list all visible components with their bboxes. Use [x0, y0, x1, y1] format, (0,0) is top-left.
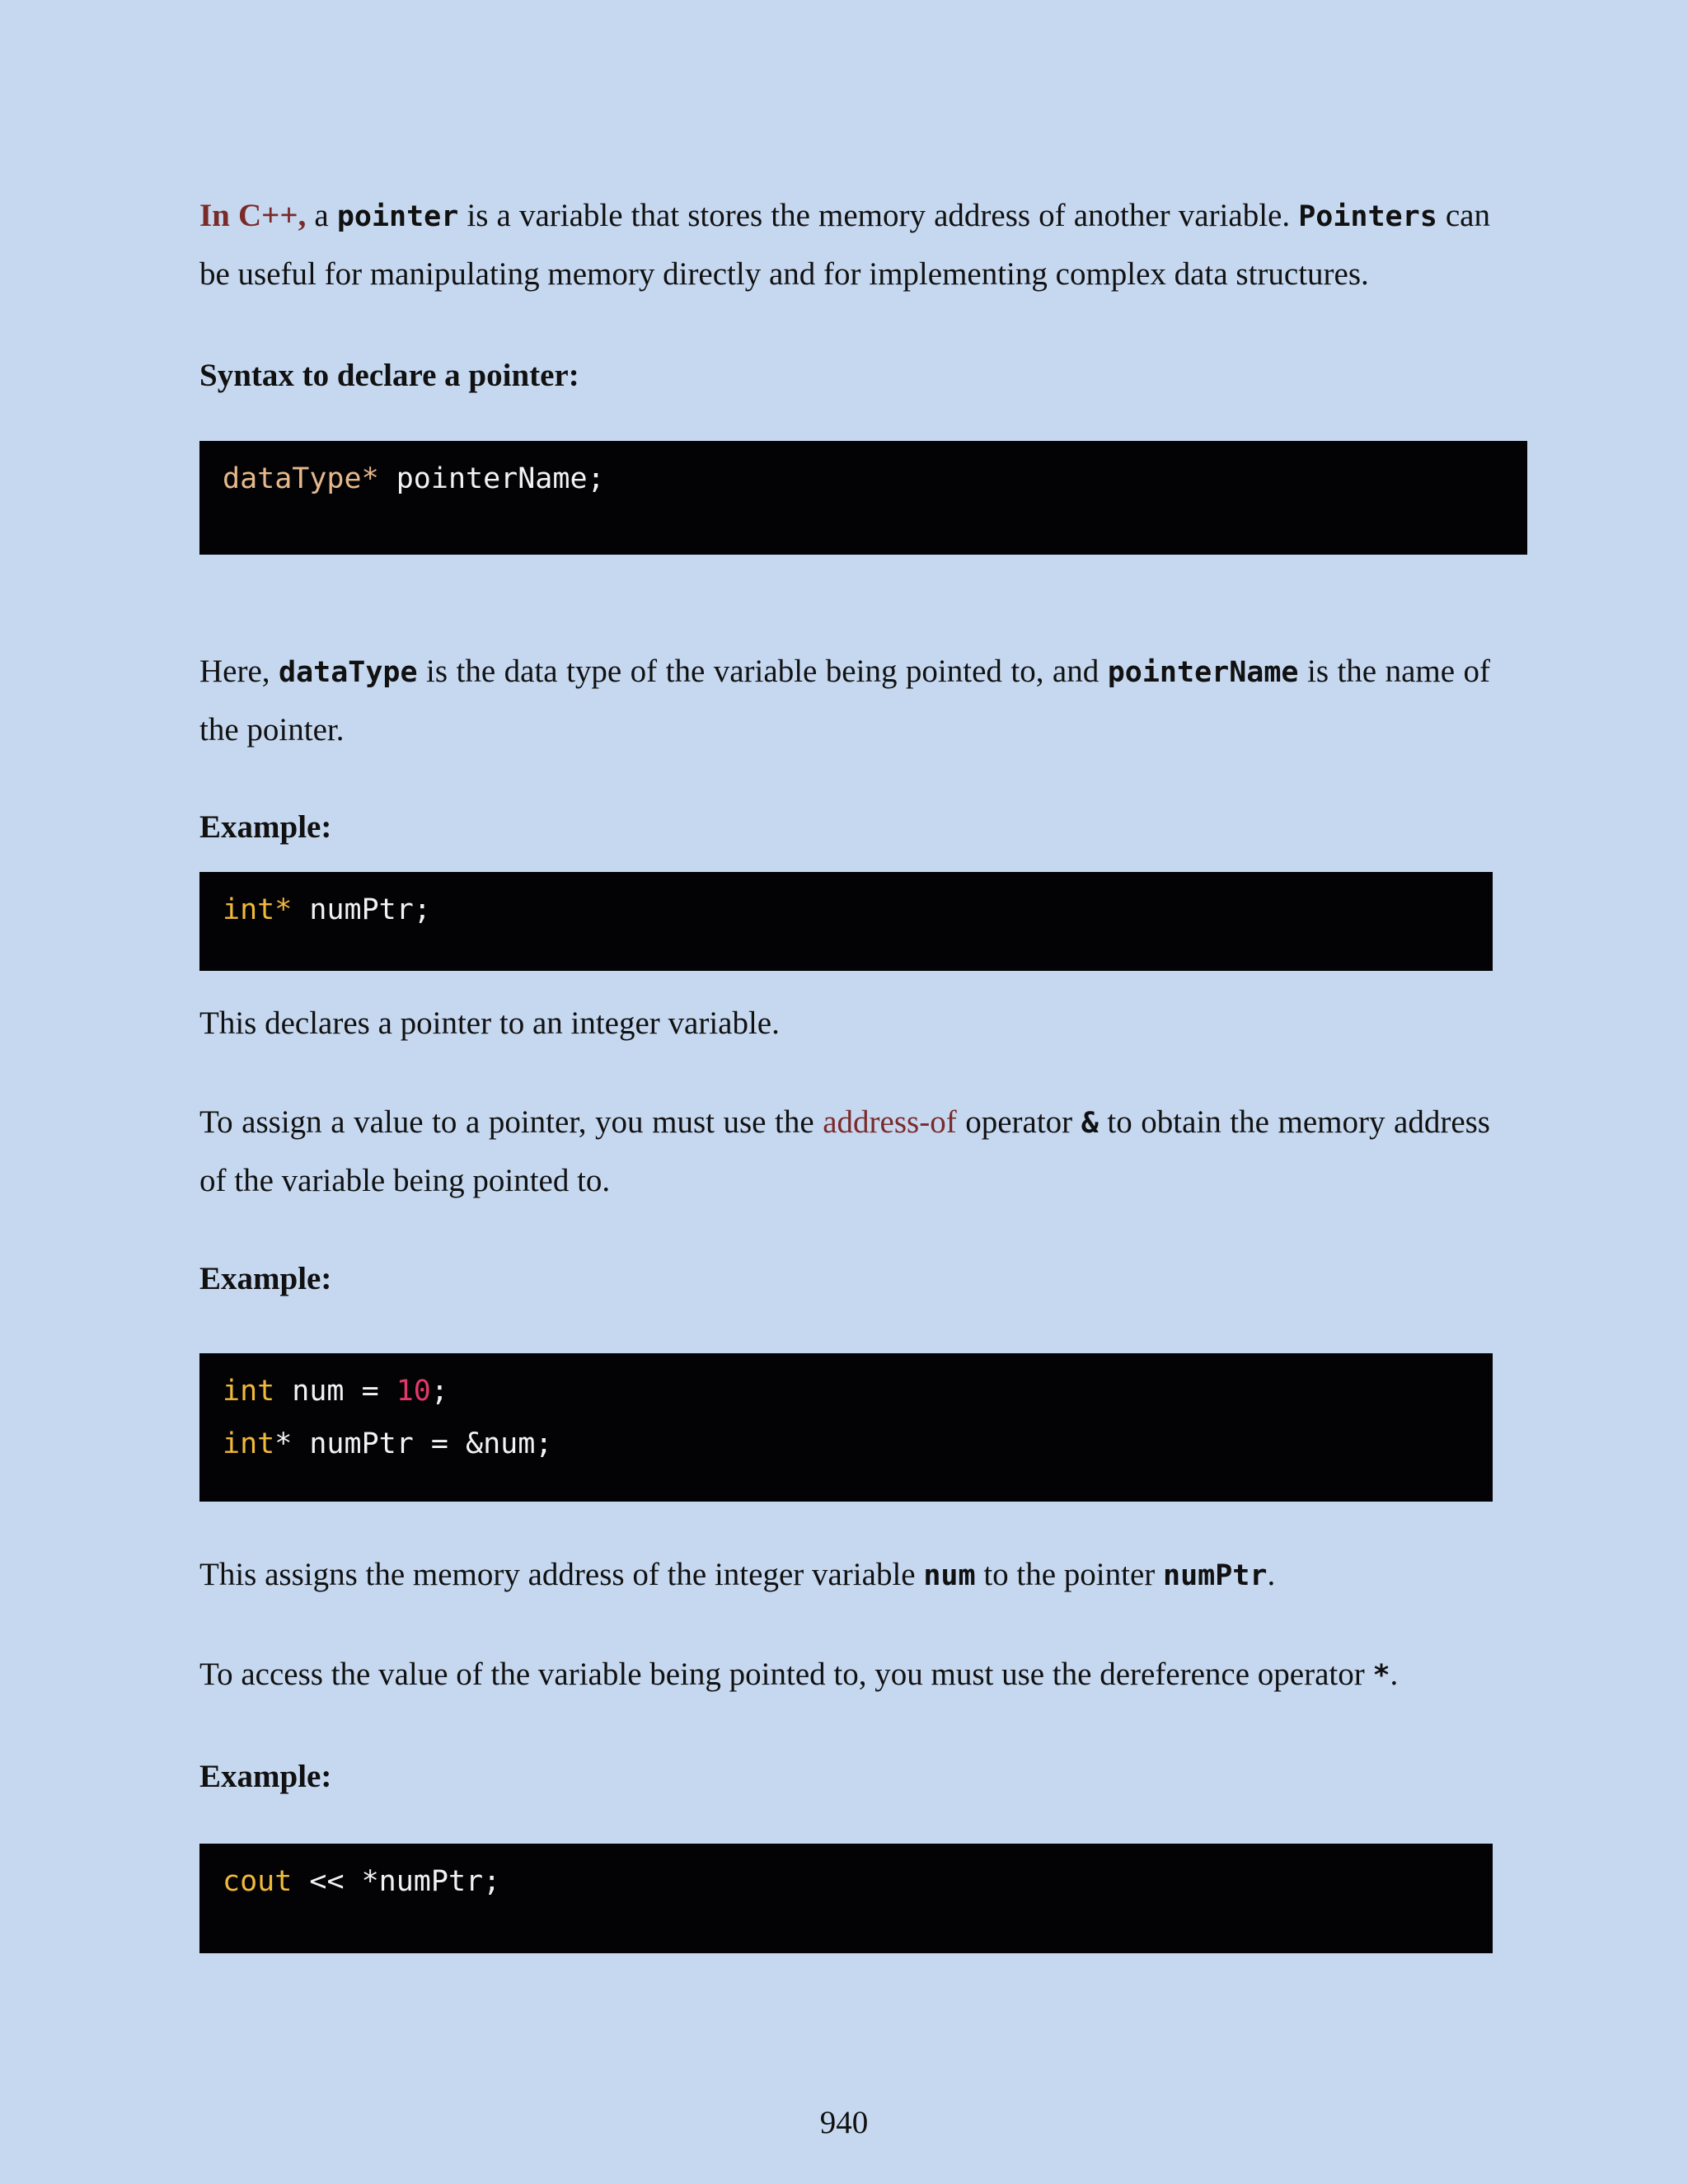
code-line-1: [223, 1365, 1470, 1418]
example-heading-1: Example:: [199, 809, 332, 845]
intro-text-1: a: [306, 198, 337, 233]
deref-text-2: .: [1390, 1657, 1399, 1692]
term-address-of: address-of: [823, 1104, 957, 1140]
code-token-rest: numPtr;: [292, 893, 431, 926]
term-ampersand: &: [1081, 1107, 1099, 1140]
deref-text-1: To access the value of the variable being pointed to, you must use the dereference operator: [199, 1657, 1373, 1692]
assign-text-2: operator: [956, 1104, 1081, 1140]
code-token-number: 10: [396, 1375, 431, 1408]
intro-lead: In C++,: [199, 198, 307, 233]
page-number: 940: [819, 2105, 869, 2140]
code-token-rest: * numPtr = &num;: [274, 1427, 553, 1460]
code-block-assignment: [199, 1353, 1493, 1502]
assign-note-text-2: to the pointer: [975, 1557, 1164, 1592]
example-heading-3: Example:: [199, 1759, 332, 1794]
explain-text-2: is the data type of the variable being pointed to, and: [417, 654, 1108, 689]
code-block-syntax: [199, 441, 1527, 555]
code-line-2: [223, 1418, 1470, 1470]
code-token-keyword: int*: [223, 893, 293, 926]
code-token-keyword: cout: [223, 1865, 293, 1898]
explain-text-3: is the name of the pointer.: [199, 654, 1490, 748]
code-token-type: dataType*: [223, 462, 379, 495]
code-token-keyword: int: [223, 1375, 275, 1408]
assign-text-3: to obtain the memory address of the variable being pointed to.: [199, 1104, 1490, 1198]
assign-note-text-1: This assigns the memory address of the integer variable: [199, 1557, 924, 1592]
declaration-note: This declares a pointer to an integer variable.: [199, 1005, 780, 1041]
intro-text-3: can be useful for manipulating memory directly and for implementing complex data structures.: [199, 198, 1490, 292]
assign-text-1: To assign a value to a pointer, you must use the: [199, 1104, 823, 1140]
term-pointers: Pointers: [1298, 200, 1437, 233]
code-line: [223, 452, 1504, 505]
code-token-end: ;: [430, 1375, 448, 1408]
term-numptr: numPtr: [1163, 1559, 1268, 1592]
term-num: num: [923, 1559, 976, 1592]
code-token-text: num =: [274, 1375, 396, 1408]
code-line: [223, 883, 1470, 936]
assign-note-text-3: .: [1267, 1557, 1276, 1592]
code-token-rest: pointerName;: [378, 462, 605, 495]
intro-text-2: is a variable that stores the memory address of another variable.: [458, 198, 1299, 233]
code-token-rest: << *numPtr;: [292, 1865, 501, 1898]
code-block-declaration: [199, 872, 1493, 971]
intro-paragraph: [199, 187, 1490, 302]
syntax-heading: Syntax to declare a pointer:: [199, 358, 579, 393]
explain-paragraph: [199, 643, 1490, 758]
term-datatype: dataType: [279, 656, 418, 689]
assign-paragraph: [199, 1094, 1490, 1209]
explain-text-1: Here,: [199, 654, 279, 689]
term-star: *: [1372, 1659, 1390, 1692]
term-pointername: pointerName: [1107, 656, 1299, 689]
term-pointer: pointer: [336, 200, 459, 233]
deref-paragraph: [199, 1646, 1490, 1704]
example-heading-2: Example:: [199, 1261, 332, 1296]
assign-note: [199, 1546, 1490, 1605]
code-block-dereference: [199, 1844, 1493, 1953]
code-token-keyword: int: [223, 1427, 275, 1460]
code-line: [223, 1855, 1470, 1908]
